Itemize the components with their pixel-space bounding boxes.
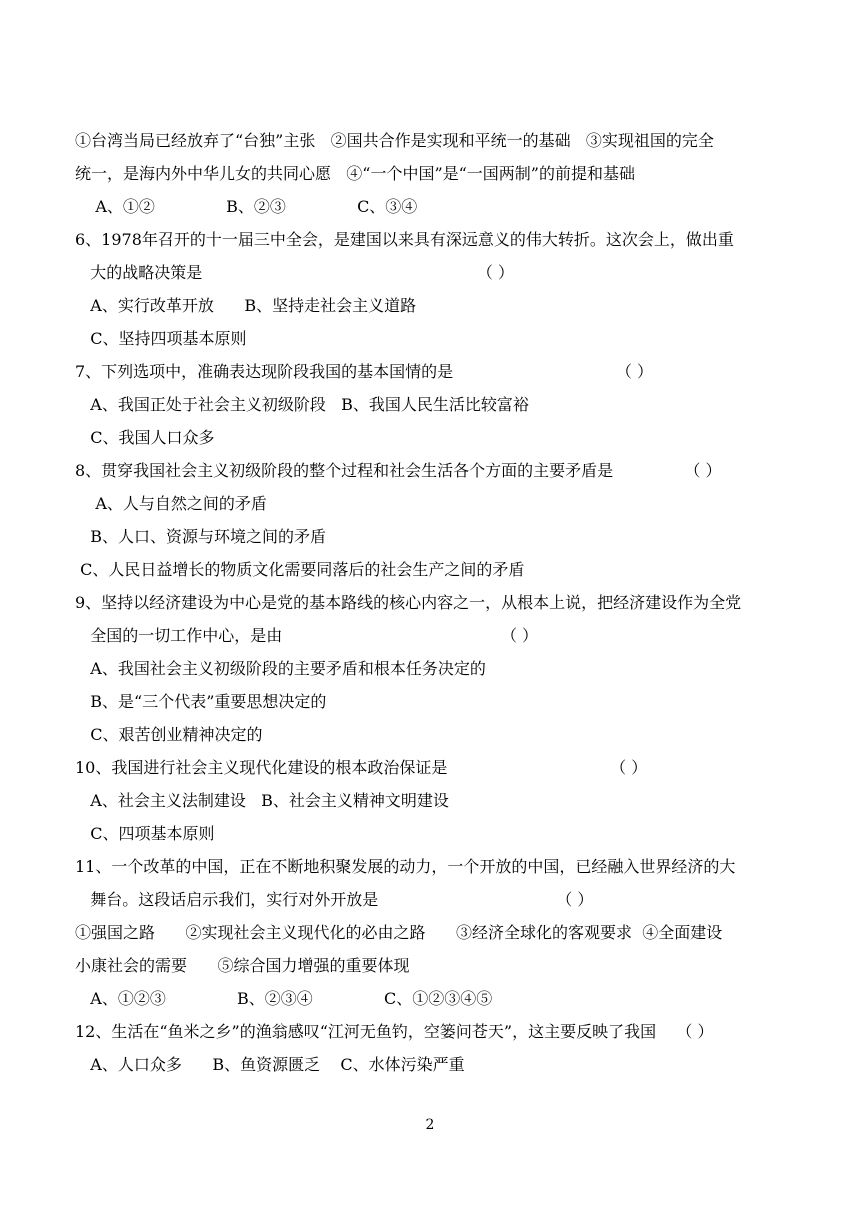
option-line: A、我国社会主义初级阶段的主要矛盾和根本任务决定的 xyxy=(75,659,486,678)
page-number: 2 xyxy=(425,1117,435,1133)
option-line: B、人口、资源与环境之间的矛盾 xyxy=(75,527,327,546)
text-line: ①强国之路 ②实现社会主义现代化的必由之路 ③经济全球化的客观要求 ④全面建设 xyxy=(75,923,723,942)
option-line: C、四项基本原则 xyxy=(75,824,215,843)
text-line: ①台湾当局已经放弃了“台独”主张 ②国共合作是实现和平统一的基础 ③实现祖国的完全 xyxy=(75,131,714,150)
question-10: 10、我国进行社会主义现代化建设的根本政治保证是 （ ） xyxy=(75,758,648,777)
text-line: 小康社会的需要 ⑤综合国力增强的重要体现 xyxy=(75,956,410,975)
question-8: 8、贯穿我国社会主义初级阶段的整个过程和社会生活各个方面的主要矛盾是 （ ） xyxy=(75,461,722,480)
text-line: 全国的一切工作中心，是由 （ ） xyxy=(75,626,539,645)
option-line: A、人与自然之间的矛盾 xyxy=(75,494,267,513)
question-11: 11、一个改革的中国，正在不断地积聚发展的动力，一个开放的中国，已经融入世界经济的大 xyxy=(75,857,736,876)
option-line: B、是“三个代表”重要思想决定的 xyxy=(75,692,327,711)
text-line: 统一，是海内外中华儿女的共同心愿 ④“一个中国”是“一国两制”的前提和基础 xyxy=(75,164,635,183)
option-line: A、人口众多 B、鱼资源匮乏 C、水体污染严重 xyxy=(75,1055,465,1074)
text-line: A、①② B、②③ C、③④ xyxy=(75,197,418,216)
option-line: C、我国人口众多 xyxy=(75,428,215,447)
option-line: A、实行改革开放 B、坚持走社会主义道路 xyxy=(75,296,417,315)
option-line: C、艰苦创业精神决定的 xyxy=(75,725,263,744)
question-6: 6、1978年召开的十一届三中全会，是建国以来具有深远意义的伟大转折。这次会上，做出重 xyxy=(75,230,734,249)
text-line: 舞台。这段话启示我们，实行对外开放是 （ ） xyxy=(75,890,594,909)
question-12: 12、生活在“鱼米之乡”的渔翁感叹“江河无鱼钓，空篓问苍天”，这主要反映了我国 （ ） xyxy=(75,1022,714,1041)
option-line: A、我国正处于社会主义初级阶段 B、我国人民生活比较富裕 xyxy=(75,395,529,414)
option-line: C、坚持四项基本原则 xyxy=(75,329,247,348)
option-line: A、①②③ B、②③④ C、①②③④⑤ xyxy=(75,989,493,1008)
option-line: C、人民日益增长的物质文化需要同落后的社会生产之间的矛盾 xyxy=(75,560,525,579)
option-line: A、社会主义法制建设 B、社会主义精神文明建设 xyxy=(75,791,449,810)
question-9: 9、坚持以经济建设为中心是党的基本路线的核心内容之一，从根本上说，把经济建设作为全党 xyxy=(75,593,742,612)
text-line: 大的战略决策是 （ ） xyxy=(75,263,514,282)
question-7: 7、下列选项中，准确表达现阶段我国的基本国情的是 （ ） xyxy=(75,362,654,381)
